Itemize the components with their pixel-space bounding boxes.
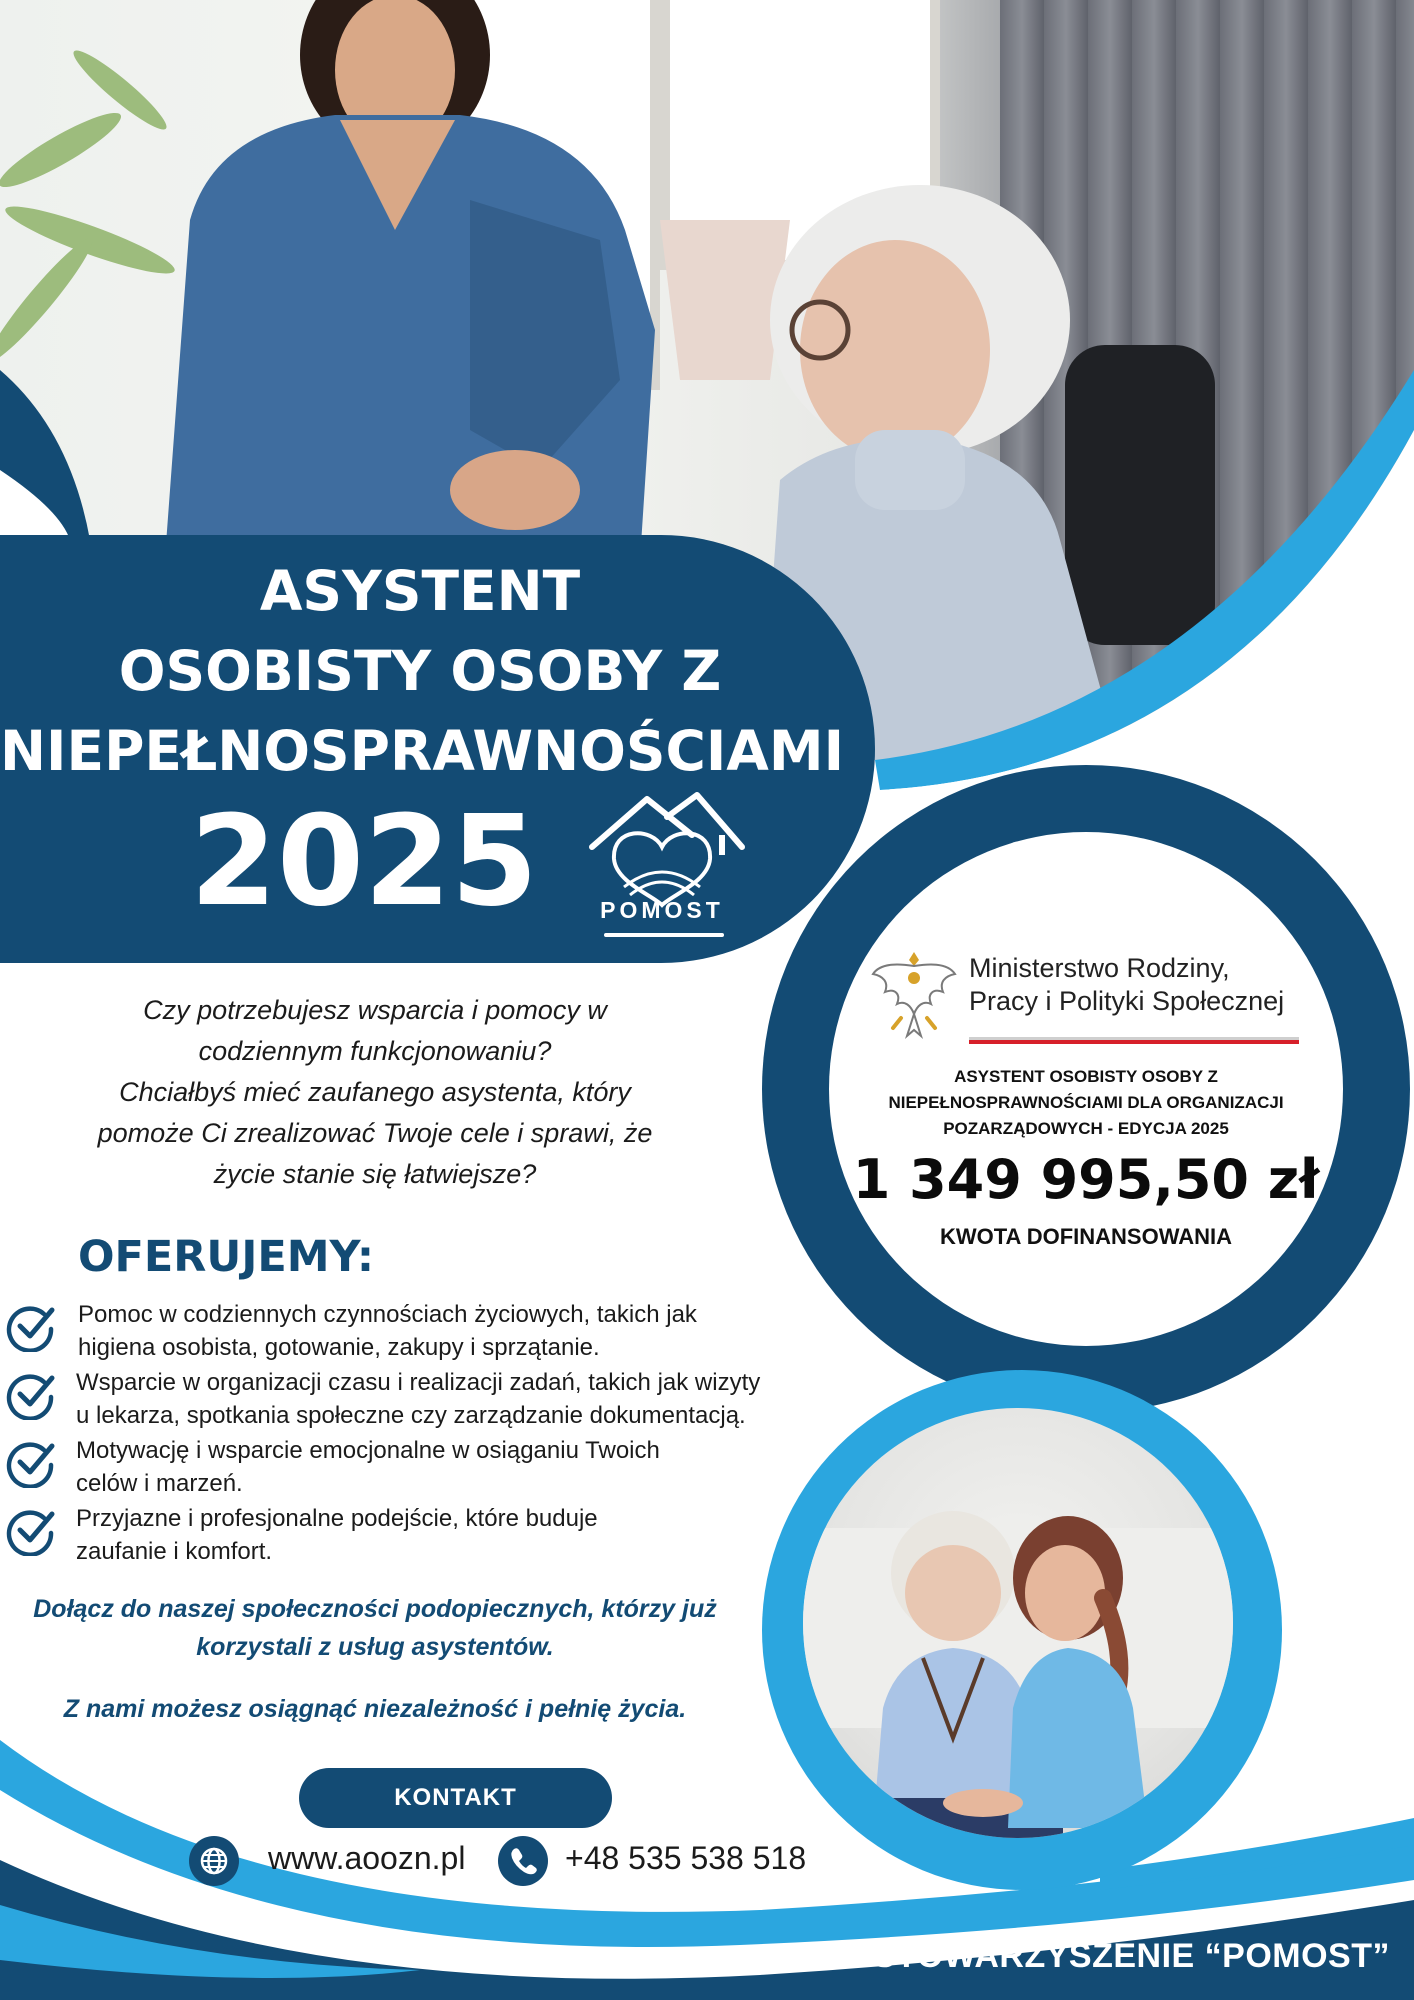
intro-line-3: Chciałbyś mieć zaufanego asystenta, który: [119, 1077, 631, 1107]
intro-question: [30, 990, 720, 1195]
website-link[interactable]: www.aoozn.pl: [268, 1840, 466, 1876]
phone-icon[interactable]: [498, 1836, 548, 1886]
photo-circle: [803, 1408, 1233, 1838]
cta-text: [0, 1590, 750, 1728]
check-circle-icon: [6, 1438, 56, 1488]
check-circle-icon: [6, 1302, 56, 1352]
title-panel: [0, 535, 875, 963]
offer-item-line-1: Wsparcie w organizacji czasu i realizacji zadań, takich jak wizyty: [76, 1369, 761, 1396]
program-name: [859, 1064, 1313, 1142]
title-year: 2025: [190, 789, 538, 934]
offer-item-line-1: Przyjazne i profesjonalne podejście, które buduje: [76, 1505, 598, 1532]
offer-item-line-2: higiena osobista, gotowanie, zakupy i sprzątanie.: [78, 1334, 600, 1361]
offer-heading: OFERUJEMY:: [78, 1232, 375, 1282]
pomost-logo: [572, 787, 752, 937]
offer-item-line-2: zaufanie i komfort.: [76, 1538, 273, 1565]
program-line-2: NIEPEŁNOSPRAWNOŚCIAMI DLA ORGANIZACJI: [888, 1093, 1284, 1112]
globe-icon[interactable]: [189, 1836, 239, 1886]
phone-number[interactable]: +48 535 538 518: [565, 1840, 807, 1876]
intro-line-5: życie stanie się łatwiejsze?: [213, 1159, 537, 1189]
offer-item-line-2: u lekarza, spotkania społeczne czy zarządzanie dokumentacją.: [76, 1402, 746, 1429]
title-line-3: NIEPEŁNOSPRAWNOŚCIAMI: [0, 719, 845, 783]
offer-item-line-2: celów i marzeń.: [76, 1470, 243, 1497]
offer-item-line-1: Motywację i wsparcie emocjonalne w osiąganiu Twoich: [76, 1437, 660, 1464]
ministry-divider: [969, 1037, 1299, 1043]
ministry-name-line-2: Pracy i Polityki Społecznej: [969, 986, 1285, 1016]
cta-line-1: Dołącz do naszej społeczności podopiecznych, którzy już: [33, 1595, 717, 1623]
cta-line-2: korzystali z usług asystentów.: [196, 1633, 554, 1661]
cta-line-3: Z nami możesz osiągnąć niezależność i pełnię życia.: [63, 1695, 687, 1723]
funding-amount: 1 349 995,50 zł: [852, 1148, 1320, 1211]
contact-button[interactable]: KONTAKT: [299, 1768, 612, 1828]
check-circle-icon: [6, 1506, 56, 1556]
funding-amount-label: KWOTA DOFINANSOWANIA: [939, 1224, 1233, 1249]
program-line-3: POZARZĄDOWYCH - EDYCJA 2025: [943, 1119, 1229, 1138]
organization-name: STOWARZYSZENIE “POMOST”: [872, 1937, 1390, 1975]
funding-circle: [829, 832, 1343, 1346]
eagle-emblem-icon: [871, 944, 957, 1044]
logo-text: POMOST: [600, 897, 724, 923]
ministry-name-line-1: Ministerstwo Rodziny,: [969, 953, 1230, 983]
intro-line-4: pomoże Ci zrealizować Twoje cele i sprawi, że: [97, 1118, 653, 1148]
program-line-1: ASYSTENT OSOBISTY OSOBY Z: [954, 1067, 1218, 1086]
offer-item-line-1: Pomoc w codziennych czynnościach życiowych, takich jak: [78, 1301, 697, 1328]
check-circle-icon: [6, 1370, 56, 1420]
ministry-name: [969, 952, 1329, 1018]
intro-line-1: Czy potrzebujesz wsparcia i pomocy w: [143, 995, 607, 1025]
intro-line-2: codziennym funkcjonowaniu?: [198, 1036, 552, 1066]
title-line-1: ASYSTENT: [259, 559, 581, 623]
title-line-2: OSOBISTY OSOBY Z: [118, 639, 722, 703]
caregiver-and-senior-photo: [803, 1408, 1233, 1838]
